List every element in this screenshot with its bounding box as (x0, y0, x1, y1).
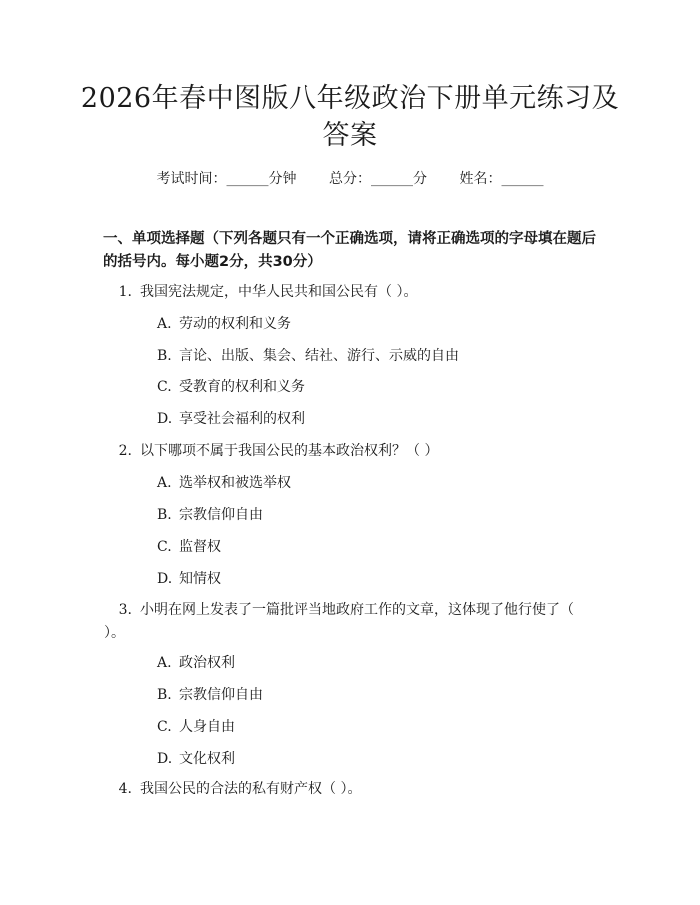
option-text: 监督权 (179, 539, 221, 555)
option (157, 346, 459, 366)
option-text: 言论、出版、集会、结社、游行、示威的自由 (179, 348, 459, 364)
option-text: 受教育的权利和义务 (179, 379, 305, 395)
option (157, 717, 235, 737)
option-letter: A. (157, 655, 172, 671)
section-heading: 一、单项选择题（下列各题只有一个正确选项，请将正确选项的字母填在题后的括号内。每小题2分，共30分） (103, 231, 596, 270)
option (157, 473, 291, 493)
option-text: 宗教信仰自由 (179, 507, 263, 523)
option-text: 享受社会福利的权利 (179, 411, 305, 427)
document-title: 2026年春中图版八年级政治下册单元练习及答案 (80, 83, 620, 151)
question-number: 3. (118, 602, 132, 618)
question-text: 我国公民的合法的私有财产权（ ）。 (140, 781, 362, 797)
option-text: 知情权 (179, 571, 221, 587)
option-text: 政治权利 (179, 655, 235, 671)
option-text: 劳动的权利和义务 (179, 316, 291, 332)
question-3 (104, 599, 584, 645)
option-letter: C. (157, 719, 172, 735)
option (157, 409, 305, 429)
option-letter: A. (157, 475, 172, 491)
option-letter: C. (157, 379, 172, 395)
option-text: 宗教信仰自由 (179, 687, 263, 703)
option-letter: D. (157, 751, 173, 767)
option-letter: D. (157, 571, 173, 587)
option-text: 文化权利 (179, 751, 235, 767)
exam-meta (0, 168, 700, 188)
option (157, 749, 235, 769)
option-text: 选举权和被选举权 (179, 475, 291, 491)
option (157, 314, 291, 334)
option (157, 505, 263, 525)
question-text: 我国宪法规定，中华人民共和国公民有（ ）。 (140, 284, 418, 300)
option-text: 人身自由 (179, 719, 235, 735)
exam-score: 总分：______分 (329, 171, 427, 187)
option (157, 537, 221, 557)
question-1 (104, 281, 604, 304)
option-letter: A. (157, 316, 172, 332)
option (157, 569, 221, 589)
question-2 (104, 440, 604, 463)
student-name: 姓名：______ (459, 171, 544, 187)
exam-time: 考试时间：______分钟 (156, 171, 297, 187)
option-letter: C. (157, 539, 172, 555)
question-number: 4. (118, 781, 132, 797)
question-text: 以下哪项不属于我国公民的基本政治权利？（ ） (140, 443, 439, 459)
option (157, 653, 235, 673)
option (157, 377, 305, 397)
option-letter: B. (157, 507, 172, 523)
option-letter: B. (157, 687, 172, 703)
option-letter: B. (157, 348, 172, 364)
question-number: 1. (118, 284, 132, 300)
option-letter: D. (157, 411, 173, 427)
question-text: 小明在网上发表了一篇批评当地政府工作的文章，这体现了他行使了（ ）。 (104, 602, 574, 641)
question-number: 2. (118, 443, 132, 459)
question-4 (104, 778, 604, 801)
option (157, 685, 263, 705)
